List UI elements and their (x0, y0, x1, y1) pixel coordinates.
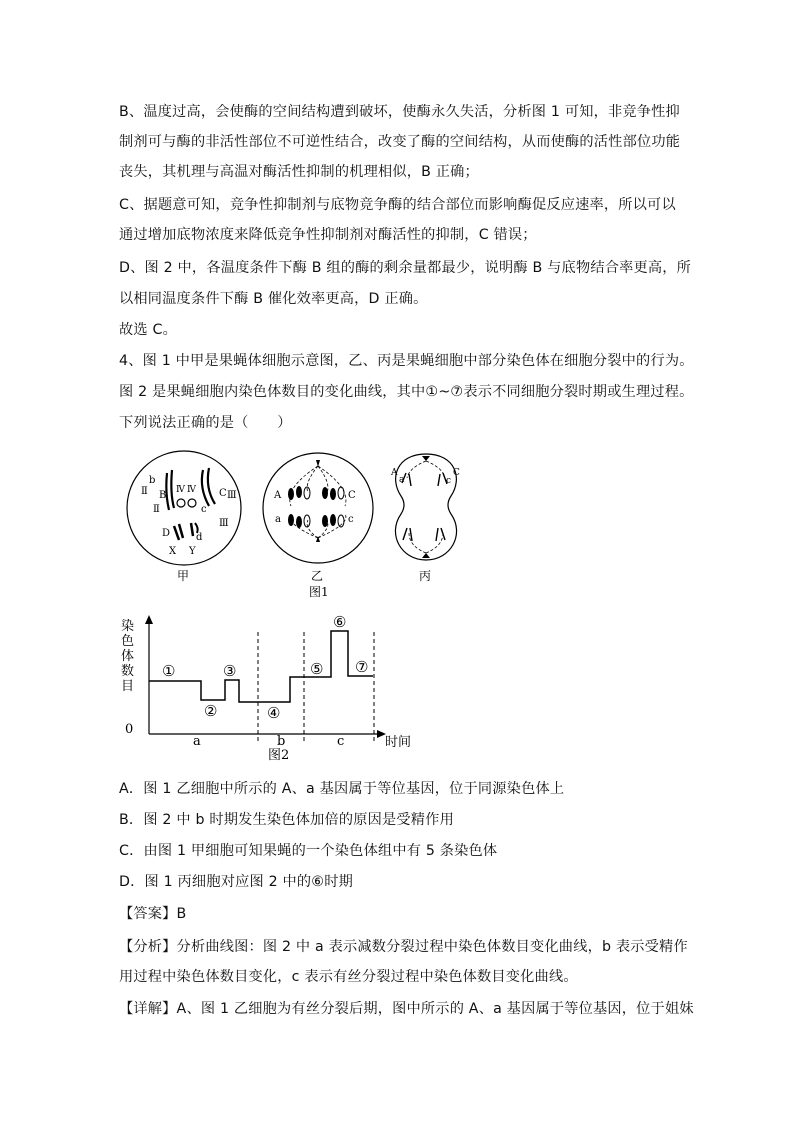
stage-3: ③ (223, 662, 237, 680)
text-line-4: C、据题意可知，竞争性抑制剂与底物竞争酶的结合部位而影响酶促反应速率，所以可以 (119, 197, 676, 213)
stage-5: ⑤ (310, 660, 324, 678)
phase-c: c (337, 734, 345, 749)
jia-label-II-2: Ⅱ (153, 504, 160, 515)
text-line-7: 以相同温度条件下酶 B 催化效率更高，D 正确。 (119, 291, 428, 307)
jia-label-II-1: Ⅱ (141, 486, 148, 497)
chromosome-curve (149, 631, 373, 702)
cell-bing (390, 454, 460, 583)
cell-yi-label: 乙 (311, 569, 324, 583)
bing-label-A: A (391, 468, 398, 478)
text-line-8: 故选 C。 (119, 322, 177, 338)
analysis-line-2: 用过程中染色体数目变化，c 表示有丝分裂过程中染色体数目变化曲线。 (119, 969, 578, 985)
text-line-2: 制剂可与酶的非活性部位不可逆性结合，改变了酶的空间结构，从而使酶的活性部位功能 (119, 134, 681, 150)
origin-label: 0 (125, 722, 134, 737)
jia-label-d: d (196, 532, 203, 543)
bing-label-c: c (446, 476, 452, 486)
stage-1: ① (162, 662, 176, 680)
stage-7: ⑦ (355, 658, 369, 676)
stage-6: ⑥ (333, 613, 347, 631)
detail-line: 【详解】A、图 1 乙细胞为有丝分裂后期，图中所示的 A、a 基因属于等位基因，位于姐妹 (119, 1001, 694, 1017)
yi-label-C: C (348, 490, 356, 501)
cell-jia-label: 甲 (177, 569, 190, 583)
text-line-3: 丧失，其机理与高温对酶活性抑制的机理相似，B 正确； (119, 164, 479, 180)
jia-label-C: C (219, 488, 227, 499)
jia-label-III-2: Ⅲ (219, 518, 229, 529)
jia-label-III-1: Ⅲ (227, 490, 237, 501)
y-label-char-5: 目 (121, 679, 135, 694)
jia-label-D: D (162, 528, 171, 539)
cell-bing-label: 丙 (419, 569, 432, 583)
yi-label-a: a (275, 514, 281, 525)
phase-a: a (193, 734, 201, 749)
jia-label-IV-2: Ⅳ (187, 485, 196, 495)
analysis-line-1: 【分析】分析曲线图：图 2 中 a 表示减数分裂过程中染色体数目变化曲线，b 表示受精作 (119, 939, 688, 955)
jia-label-c: c (201, 504, 207, 515)
y-axis-arrow (145, 615, 153, 624)
figure-2-caption: 图2 (268, 748, 290, 762)
bing-label-C: C (453, 468, 460, 478)
option-a: A．图 1 乙细胞中所示的 A、a 基因属于等位基因，位于同源染色体上 (119, 781, 565, 797)
option-b: B．图 2 中 b 时期发生染色体加倍的原因是受精作用 (119, 812, 454, 828)
question-line-2: 图 2 是果蝇细胞内染色体数目的变化曲线，其中①~⑦表示不同细胞分裂时期或生理过程。 (119, 384, 694, 400)
y-label-char-1: 染 (121, 619, 135, 634)
option-d: D．图 1 丙细胞对应图 2 中的⑥时期 (119, 874, 353, 890)
answer-line: 【答案】B (119, 906, 187, 922)
text-line-6: D、图 2 中，各温度条件下酶 B 组的酶的剩余量都最少，说明酶 B 与底物结合率更高，所 (119, 260, 692, 276)
jia-label-X: X (169, 546, 177, 557)
stage-4: ④ (267, 704, 281, 722)
cell-yi (263, 453, 373, 599)
option-c: C．由图 1 甲细胞可知果蝇的一个染色体组中有 5 条染色体 (119, 843, 498, 859)
text-line-1: B、温度过高，会使酶的空间结构遭到破坏，使酶永久失活，分析图 1 可知，非竞争性抑 (119, 104, 680, 120)
question-line-3: 下列说法正确的是（ ） (119, 415, 292, 431)
figure-1 (119, 448, 469, 608)
cell-jia (127, 451, 241, 583)
text-line-5: 通过增加底物浓度来降低竞争性抑制剂对酶活性的抑制，C 错误； (119, 227, 537, 243)
y-label-char-4: 数 (121, 664, 135, 679)
figure-2 (119, 612, 419, 762)
question-line-1: 4、图 1 中甲是果蝇体细胞示意图，乙、丙是果蝇细胞中部分染色体在细胞分裂中的行为。 (119, 353, 694, 369)
y-label-char-2: 色 (121, 634, 135, 649)
jia-label-Y: Y (189, 546, 196, 557)
bing-label-a: a (399, 475, 405, 485)
stage-2: ② (204, 702, 218, 720)
yi-label-A: A (274, 490, 282, 501)
yi-label-c: c (348, 514, 354, 525)
jia-label-B: B (159, 490, 167, 501)
phase-b: b (277, 734, 286, 749)
jia-label-IV-1: Ⅳ (176, 485, 185, 495)
jia-label-b: b (149, 475, 156, 486)
y-label-char-3: 体 (121, 649, 135, 664)
x-axis-label: 时间 (385, 735, 412, 750)
figure-1-caption: 图1 (309, 585, 329, 599)
